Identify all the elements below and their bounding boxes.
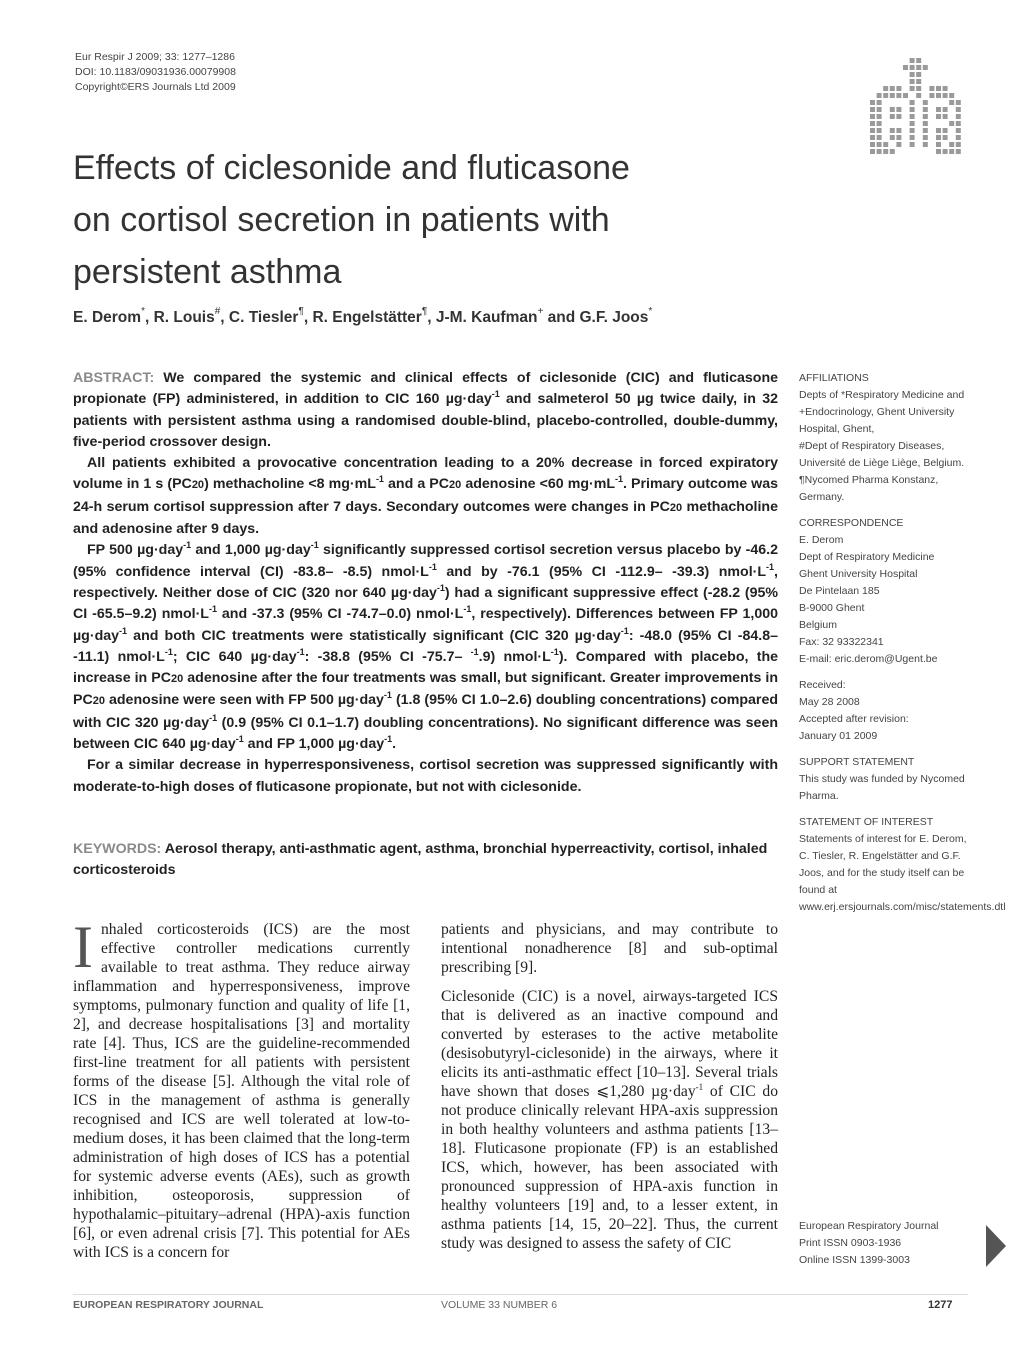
- abstract-label: ABSTRACT:: [73, 370, 155, 386]
- author-name: J-M. Kaufman: [435, 309, 538, 326]
- keywords-label: KEYWORDS:: [73, 841, 162, 857]
- title-line-3: persistent asthma: [73, 253, 342, 291]
- abstract: [73, 368, 778, 798]
- author-affiliation-mark: *: [141, 306, 145, 317]
- col2-paragraph-1: patients and physicians, and may contribute to intentional nonadherence [8] and sub-optimal prescribing [9].: [441, 921, 778, 976]
- affiliations: AFFILIATIONS Depts of *Respiratory Medicine and +Endocrinology, Ghent University Hospital, Ghent, #Dept of Respiratory Diseases, Université de Liège Liège, Belgium. ¶Nycomed Pharma Konstanz, Germany.: [799, 372, 965, 503]
- abstract-para-4: For a similar decrease in hyperresponsiveness, cortisol secretion was suppressed significantly with moderate-to-high doses of fluticasone propionate, but not with ciclesonide.: [73, 757, 778, 795]
- next-page-arrow-icon[interactable]: [986, 1225, 1006, 1267]
- author-name: R. Louis: [153, 309, 215, 326]
- author-list: E. Derom*, R. Louis#, C. Tiesler¶, R. Engelstätter¶, J-M. Kaufman+ and G.F. Joos*: [73, 306, 653, 326]
- correspondence: CORRESPONDENCE E. Derom Dept of Respiratory Medicine Ghent University Hospital De Pintelaan 185 B-9000 Ghent Belgium Fax: 32 93322341 E-mail: eric.derom@Ugent.be: [799, 515, 969, 668]
- citation-block: [75, 50, 236, 95]
- author-name: G.F. Joos: [579, 309, 649, 326]
- abstract-para-2: All patients exhibited a provocative concentration leading to a 20% decrease in forced expiratory volume in 1 s (PC20) methacholine <8 $mg\cdot mL^{-1}$ and a PC20 adenosine <60 $mg\cdot mL^{-1}$. Primary outcome was 24-h serum cortisol suppression after 7 days. Secondary outcomes were changes in PC20 methacholine and adenosine after 9 days.: [73, 455, 778, 538]
- keywords: [73, 839, 778, 882]
- correspondence-email[interactable]: E-mail: eric.derom@Ugent.be: [799, 653, 938, 665]
- citation-copyright: Copyright©ERS Journals Ltd 2009: [75, 81, 236, 93]
- body-column-2: [441, 920, 778, 1253]
- footer-volume: VOLUME 33 NUMBER 6: [441, 1299, 558, 1311]
- title-line-2: on cortisol secretion in patients with: [73, 201, 610, 239]
- sidebar: [799, 370, 1006, 925]
- journal-issn: European Respiratory Journal Print ISSN 0903-1936 Online ISSN 1399-3003: [799, 1220, 939, 1266]
- abstract-para-3: FP 500 µg·day$^{-1}$ and 1,000 µg·day$^{-1}$ significantly suppressed cortisol secretion versus placebo by -46.2 (95% confidence interval (CI) -83.8– -8.5) $nmol\cdot L^{-1}$ and by -76.1 (95% CI -112.9– -39.3) $nmol\cdot L^{-1}$, respectively. Neither dose of CIC (320 nor 640 µg·day$^{-1}$) had a significant suppressive effect (-28.2 (95% CI -65.5–9.2) $nmol\cdot L^{-1}$ and -37.3 (95% CI -74.7–0.0) $nmol\cdot L^{-1}$, respectively). Differences between FP 1,000 µg·day$^{-1}$ and both CIC treatments were statistically significant (CIC 320 µg·day$^{-1}$: -48.0 (95% CI -84.8– -11.1) $nmol\cdot L^{-1}$; CIC 640 µg·day$^{-1}$: -38.8 (95% CI -75.7– $^{-1}$.9) $nmol\cdot L^{-1}$). Compared with placebo, the increase in PC20 adenosine after the four treatments was small, but significant. Greater improvements in PC20 adenosine were seen with FP 500 µg·day$^{-1}$ (1.8 (95% CI 1.0–2.6) doubling concentrations) compared with CIC 320 µg·day$^{-1}$ (0.9 (95% CI 0.1–1.7) doubling concentrations). No significant difference was seen between CIC 640 µg·day$^{-1}$ and FP 1,000 µg·day$^{-1}$.: [73, 540, 779, 753]
- author-name: C. Tiesler: [228, 309, 299, 326]
- abstract-para-1: ABSTRACT: We compared the systemic and clinical effects of ciclesonide (CIC) and fluticasone propionate (FP) administered, in addition to CIC 160 µg·day$^{-1}$ and salmeterol 50 µg twice daily, in 32 patients with persistent asthma using a randomised double-blind, placebo-controlled, double-dummy, five-period crossover design.: [73, 370, 778, 450]
- keywords-text: Aerosol therapy, anti-asthmatic agent, asthma, bronchial hyperreactivity, cortisol, inhaled corticosteroids: [73, 841, 768, 879]
- author-affiliation-mark: #: [214, 306, 221, 317]
- body-column-1: [73, 914, 410, 1262]
- col2-paragraph-2: Ciclesonide (CIC) is a novel, airways-targeted ICS that is delivered as an inactive compound and converted by esterases to the active metabolite (desisobutyryl-ciclesonide) in the airways, where it elicits its anti-asthmatic effect [10–13]. Several trials have shown that doses ⩽1,280 µg·day$^{-1}$ of CIC do not produce clinically relevant HPA-axis suppression in both healthy volunteers and asthma patients [13–18]. Fluticasone propionate (FP) is an established ICS, which, however, has been associated with pronounced suppression of HPA-axis function in healthy volunteers [19] and, to a lesser extent, in asthma patients [14, 15, 20–22]. Thus, the current study was designed to assess the safety of CIC: [441, 988, 778, 1252]
- author-affiliation-mark: ¶: [421, 306, 428, 317]
- intro-paragraph: Inhaled corticosteroids (ICS) are the most effective controller medications currently available to treat asthma. They reduce airway inflammation and hyperresponsiveness, improve symptoms, pulmonary function and quality of life [1, 2], and decrease hospitalisations [3] and mortality rate [4]. Thus, ICS are the guideline-recommended first-line treatment for all patients with persistent forms of the disease [5]. Although the vital role of ICS in the management of asthma is generally recognised and ICS are well tolerated at low-to-medium doses, it has been claimed that the long-term administration of high doses of ICS has a potential for systemic adverse events (AEs), such as growth inhibition, osteoporosis, suppression of hypothalamic–pituitary–adrenal (HPA)-axis function [6], or even adrenal crisis [7]. This potential for AEs with ICS is a concern for: [73, 914, 410, 1261]
- title-line-1: Effects of ciclesonide and fluticasone: [73, 149, 630, 187]
- footer-rule: [73, 1294, 968, 1295]
- drop-cap: I: [73, 914, 93, 980]
- author-name: E. Derom: [73, 309, 142, 326]
- statement-of-interest: STATEMENT OF INTEREST Statements of interest for E. Derom, C. Tiesler, R. Engelstätter and G.F. Joos, and for the study itself can be found at www.erj.ersjournals.com/misc/statements.dtl: [799, 816, 1006, 913]
- author-affiliation-mark: +: [537, 306, 544, 317]
- dates: Received: May 28 2008 Accepted after revision: January 01 2009: [799, 679, 909, 742]
- article-title: [73, 142, 753, 298]
- author-affiliation-mark: *: [648, 306, 653, 317]
- citation-doi: DOI: 10.1183/09031936.00079908: [75, 66, 236, 78]
- support-statement: SUPPORT STATEMENT This study was funded by Nycomed Pharma.: [799, 756, 965, 802]
- footer-journal: EUROPEAN RESPIRATORY JOURNAL: [73, 1299, 264, 1311]
- author-name: R. Engelstätter: [312, 309, 422, 326]
- citation-journal: Eur Respir J 2009; 33: 1277–1286: [75, 51, 235, 63]
- page-number: 1277: [928, 1299, 953, 1311]
- author-affiliation-mark: ¶: [298, 306, 304, 317]
- ers-lungs-logo: [868, 56, 963, 156]
